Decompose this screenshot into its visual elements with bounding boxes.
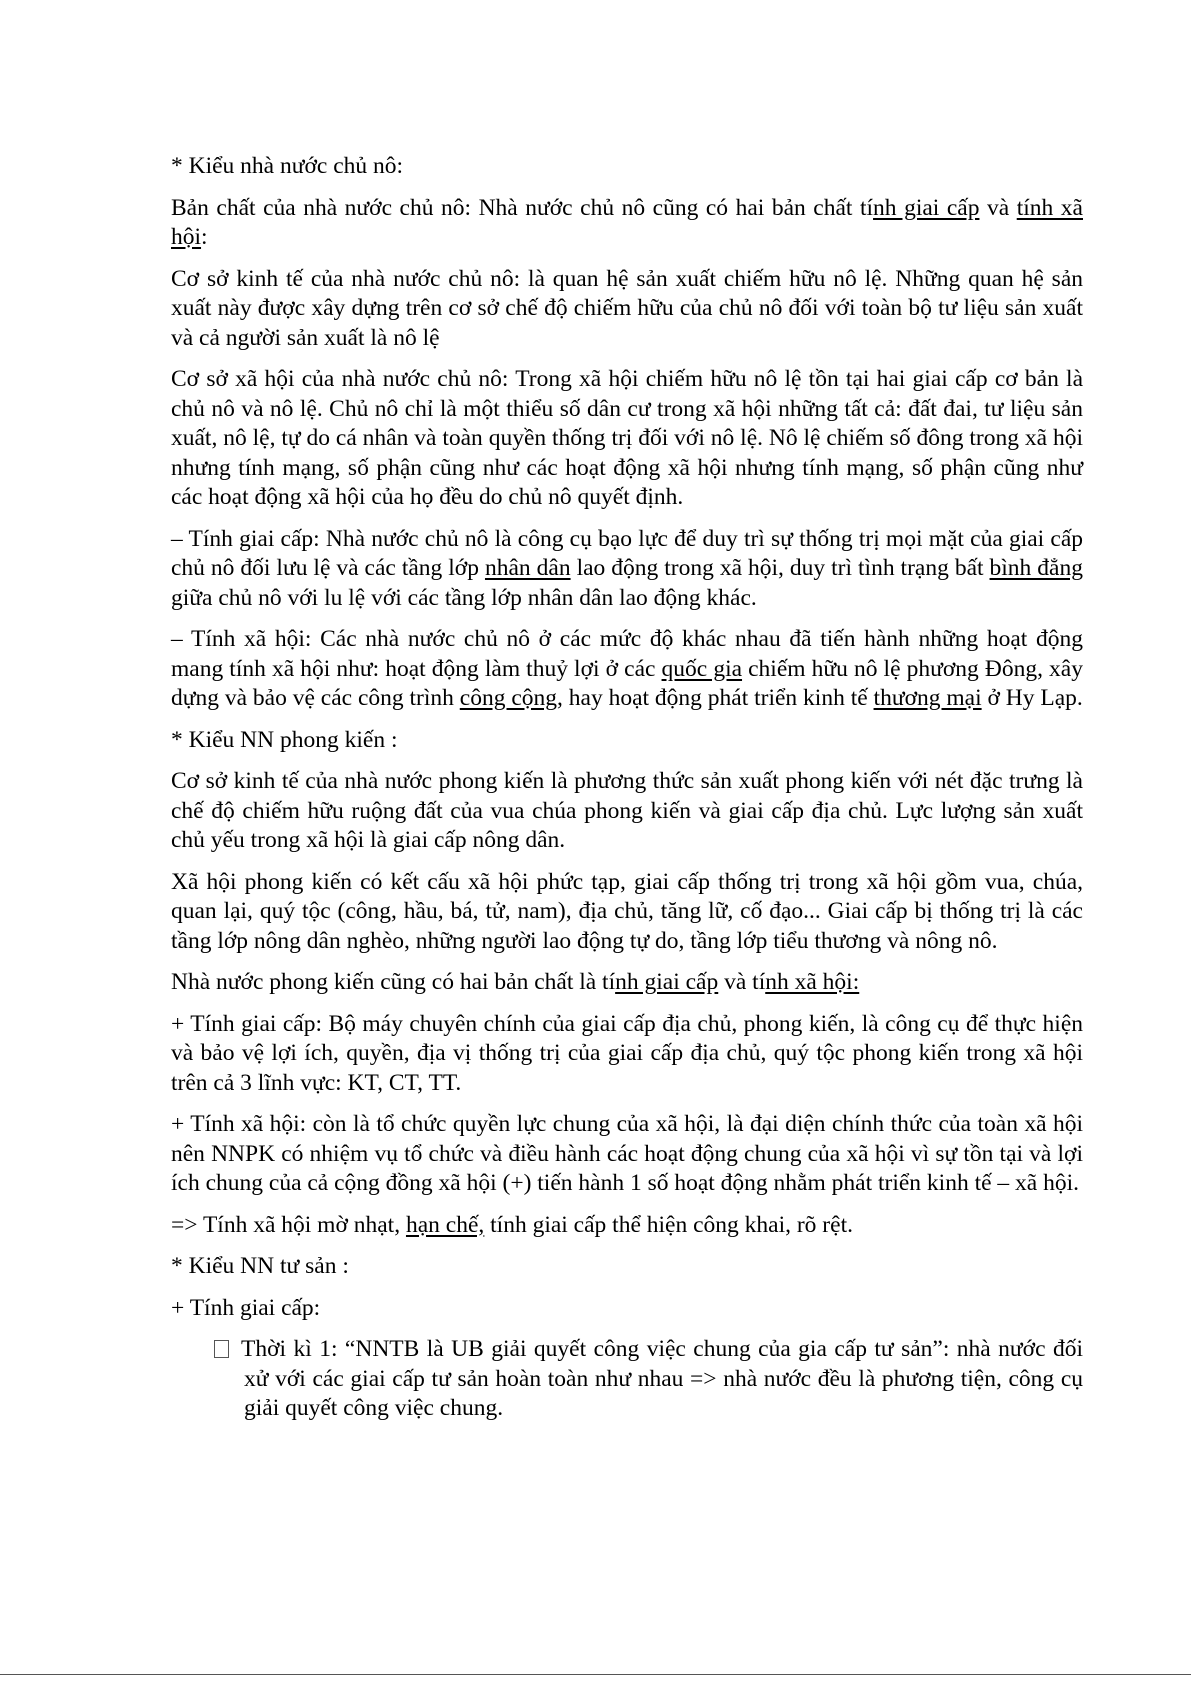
paragraph-p2	[171, 194, 1083, 253]
paragraph-p12	[171, 1110, 1083, 1199]
paragraph-p5	[171, 525, 1083, 614]
text-run: * Kiểu NN tư sản :	[171, 1253, 349, 1279]
paragraph-p13	[171, 1211, 1083, 1241]
document-body	[171, 152, 1083, 1436]
text-run: , hay hoạt động phát triển kinh tế	[557, 685, 874, 711]
text-run: và	[979, 194, 1017, 221]
paragraph-p6	[171, 625, 1083, 714]
paragraph-p9	[171, 868, 1083, 957]
text-run: Cơ sở xã hội của nhà nước chủ nô: Trong xã hội chiếm hữu nô lệ tồn tại hai giai cấp cơ bản là chủ nô và nô lệ. Chủ nô chỉ là một thiểu số dân cư trong xã hội những tất cả: đất đai, tư liệu sản xuất, nô lệ, tự do cá nhân và toàn quyền thống trị đối với nô lệ. Nô lệ chiếm số đông trong xã hội nhưng tính mạng, số phận cũng như các hoạt động xã hội nhưng tính mạng, số phận cũng như các hoạt động xã hội của họ đều do chủ nô quyết định.	[171, 366, 1083, 510]
paragraph-p10	[171, 968, 1083, 998]
text-run: và tí	[718, 969, 766, 995]
paragraph-p3	[171, 265, 1083, 354]
paragraph-p1	[171, 152, 1083, 182]
underlined-text: nh giai cấp	[615, 969, 719, 995]
text-run: + Tính giai cấp: Bộ máy chuyên chính của giai cấp địa chủ, phong kiến, là công cụ để thực hiện và bảo vệ lợi ích, quyền, địa vị thống trị của giai cấp địa chủ, quý tộc phong kiến trong xã hội trên cả 3 lĩnh vực: KT, CT, TT.	[171, 1010, 1083, 1096]
text-run: + Tính xã hội: còn là tổ chức quyền lực chung của xã hội, là đại diện chính thức của toàn xã hội nên NNPK có nhiệm vụ tổ chức và điều hành các hoạt động chung của xã hội vì sự tồn tại và lợi ích chung của cả cộng đồng xã hội (+) tiến hành 1 số hoạt động nhằm phát triển kinh tế – xã hội.	[171, 1111, 1083, 1196]
text-run: – Tính giai cấp: Nhà nước chủ nô là công cụ bạo lực để duy trì sự thống trị mọi mặt của giai cấp chủ nô đối lưu lệ và các tầng lớp	[171, 525, 1083, 581]
bullet-box-icon	[214, 1340, 229, 1358]
text-run: Cơ sở kinh tế của nhà nước chủ nô: là quan hệ sản xuất chiếm hữu nô lệ. Những quan hệ sản xuất này được xây dựng trên cơ sở chế độ chiếm hữu của chủ nô đối với toàn bộ tư liệu sản xuất và cả người sản xuất là nô lệ	[171, 265, 1083, 351]
paragraph-p15	[171, 1294, 1083, 1324]
text-run: * Kiểu NN phong kiến :	[171, 726, 398, 753]
underlined-text: bình đẳng	[989, 555, 1083, 581]
text-run: giữa chủ nô với lu lệ với các tầng lớp nhân dân lao động khác.	[171, 584, 757, 611]
paragraph-p14	[171, 1252, 1083, 1282]
paragraph-p11	[171, 1010, 1083, 1099]
underlined-text: nhân dân	[484, 555, 571, 581]
text-run: chiếm hữu nô lệ phương Đông, xây dựng và bảo vệ các công trình	[171, 655, 1083, 711]
text-run: Nhà nước phong kiến cũng có hai bản chất là tí	[171, 969, 616, 995]
text-run: tính giai cấp thể hiện công khai, rõ rệt.	[484, 1211, 853, 1238]
text-run: Xã hội phong kiến có kết cấu xã hội phức tạp, giai cấp thống trị trong xã hội gồm vua, chúa, quan lại, quý tộc (công, hầu, bá, tử, nam), địa chủ, tăng lữ, cố đạo... Giai cấp bị thống trị là các tầng lớp nông dân nghèo, những người lao động tự do, tầng lớp tiểu thương và nông nô.	[171, 868, 1083, 954]
underlined-text: tính xã hội	[171, 194, 1083, 250]
text-run: lao động trong xã hội, duy trì tình trạng bất	[570, 555, 990, 581]
text-run: => Tính xã hội mờ nhạt,	[171, 1211, 406, 1238]
bullet-text: Thời kì 1: “NNTB là UB giải quyết công việc chung của gia cấp tư sản”: nhà nước đối xử với các giai cấp tư sản hoàn toàn như nhau => nhà nước đều là phương tiện, công cụ giải quyết công việc chung.	[241, 1336, 1083, 1421]
footer-rule	[0, 1674, 1191, 1675]
text-run: ở Hy Lạp.	[981, 685, 1083, 711]
text-run: + Tính giai cấp:	[171, 1294, 321, 1321]
text-run: Cơ sở kinh tế của nhà nước phong kiến là phương thức sản xuất phong kiến với nét đặc trưng là chế độ chiếm hữu ruộng đất của vua chúa phong kiến và giai cấp địa chủ. Lực lượng sản xuất chủ yếu trong xã hội là giai cấp nông dân.	[171, 768, 1083, 853]
text-run: – Tính xã hội: Các nhà nước chủ nô ở các mức độ khác nhau đã tiến hành những hoạt động mang tính xã hội như: hoạt động làm thuỷ lợi ở các	[171, 626, 1083, 682]
bullet-item	[241, 1335, 1083, 1424]
underlined-text: quốc gia	[661, 655, 743, 682]
underlined-text: nh xã hội:	[765, 969, 860, 995]
underlined-text: nh giai cấp	[873, 194, 980, 221]
paragraph-p7	[171, 726, 1083, 756]
text-run: :	[201, 224, 208, 250]
underlined-text: hạn chế,	[405, 1211, 485, 1238]
underlined-text: thương mại	[873, 685, 982, 711]
underlined-text: công cộng	[459, 685, 558, 711]
paragraph-p8	[171, 767, 1083, 856]
text-run: * Kiểu nhà nước chủ nô:	[171, 153, 404, 179]
text-run: Bản chất của nhà nước chủ nô: Nhà nước chủ nô cũng có hai bản chất tí	[171, 194, 874, 221]
paragraph-p4	[171, 365, 1083, 513]
